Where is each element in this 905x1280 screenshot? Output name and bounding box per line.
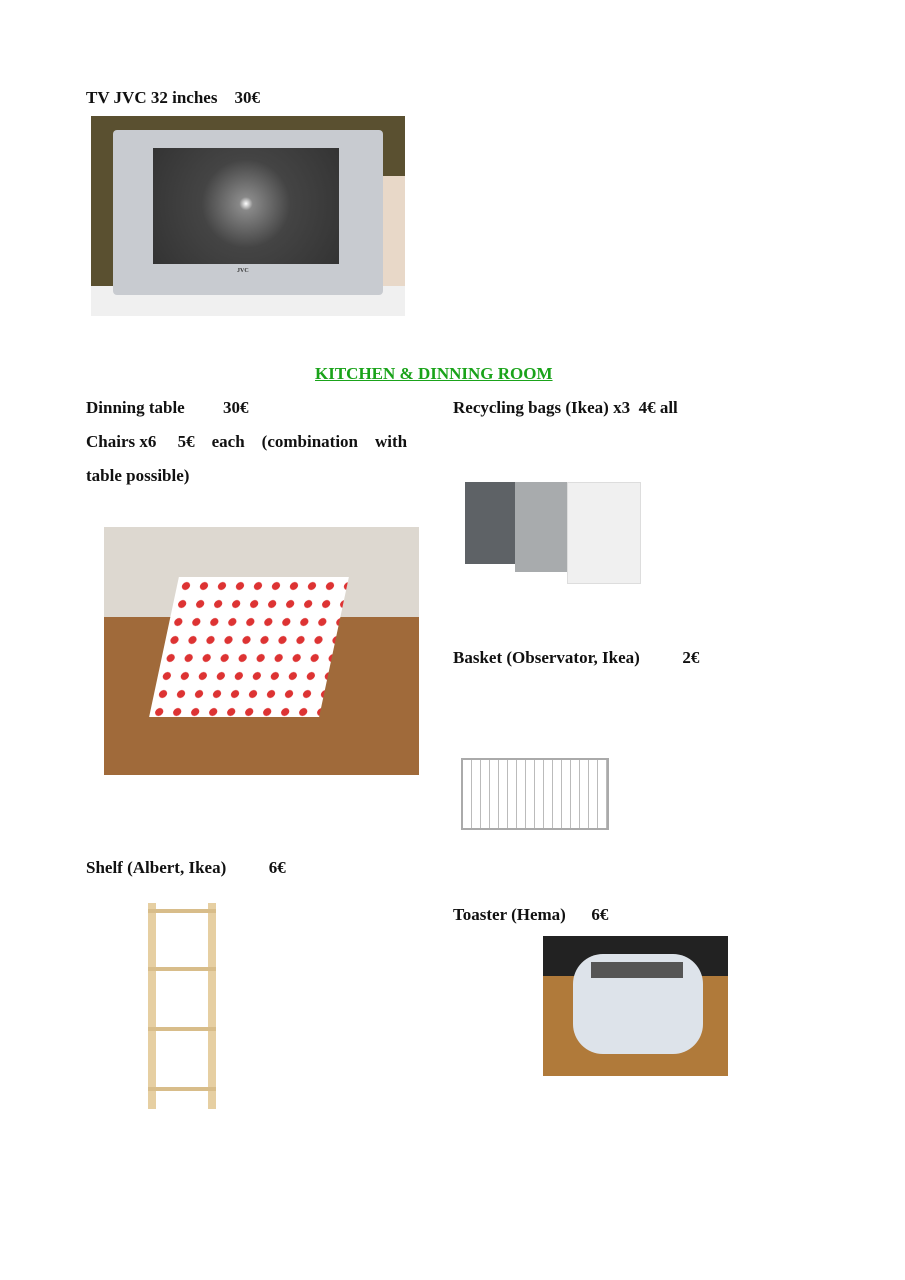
tv-title: TV JVC 32 inches 30€ [86, 88, 260, 107]
shelf-photo [146, 903, 220, 1109]
basket-photo [461, 758, 609, 830]
toaster-title: Toaster (Hema) 6€ [453, 905, 609, 924]
dining-table-photo [104, 527, 419, 775]
section-heading: KITCHEN & DINNING ROOM [315, 364, 553, 383]
recycling-title: Recycling bags (Ikea) x3 4€ all [453, 398, 678, 417]
dining-line3: table possible) [86, 466, 190, 485]
toaster-photo [543, 936, 728, 1076]
tv-photo [91, 116, 405, 316]
dining-line2: Chairs x6 5€ each (combination with [86, 432, 408, 451]
tv-brand-logo: JVC [237, 268, 249, 274]
dining-line1: Dinning table 30€ [86, 398, 249, 417]
recycling-bags-photo [463, 474, 643, 586]
basket-title: Basket (Observator, Ikea) 2€ [453, 648, 700, 667]
shelf-title: Shelf (Albert, Ikea) 6€ [86, 858, 286, 877]
